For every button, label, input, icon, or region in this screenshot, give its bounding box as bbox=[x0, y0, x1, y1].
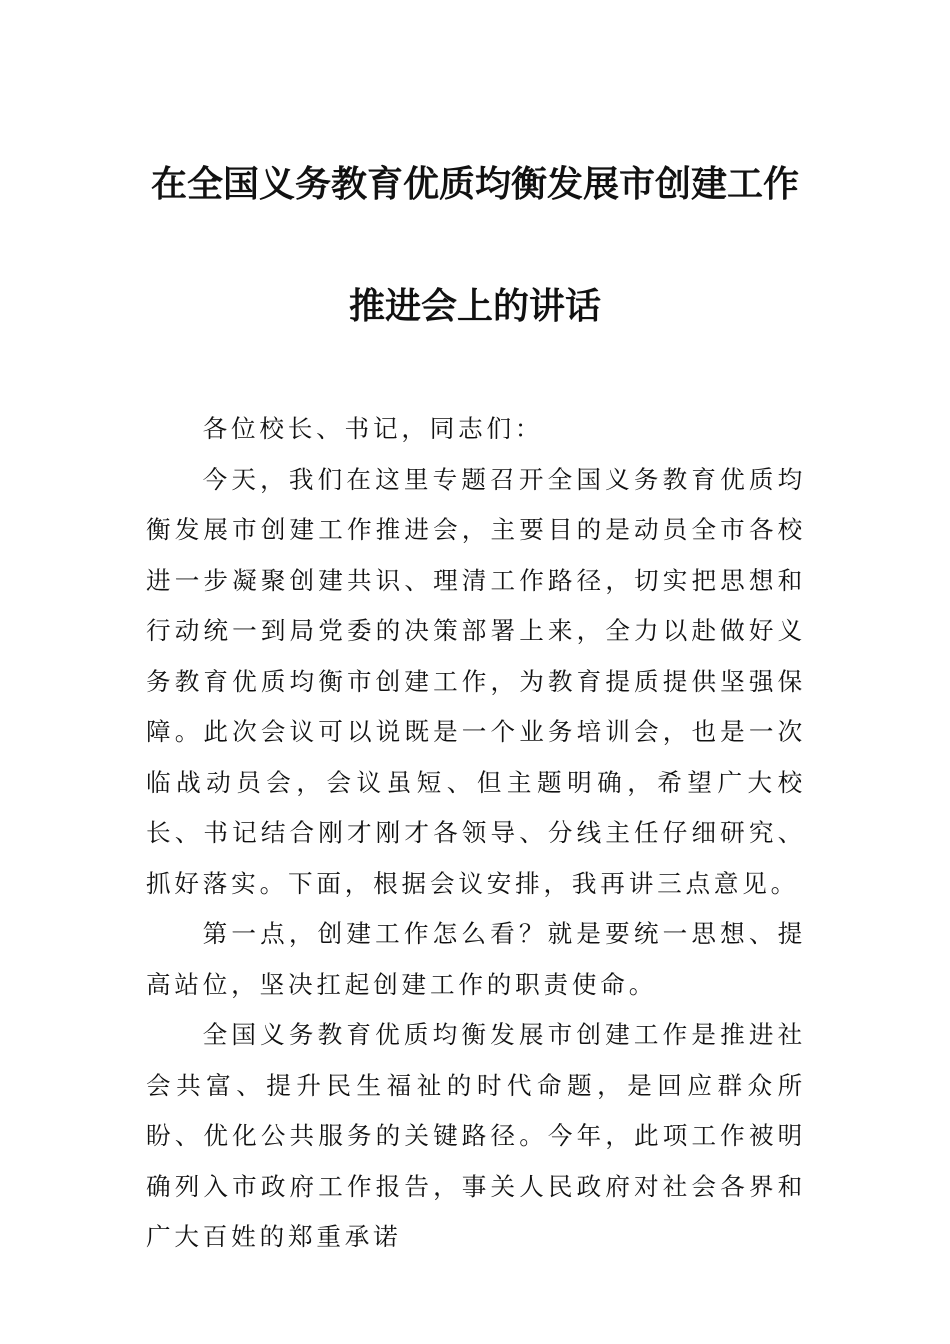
salutation-paragraph: 各位校长、书记，同志们： bbox=[202, 414, 544, 443]
opening-paragraph: 今天，我们在这里专题召开全国义务教育优质均衡发展市创建工作推进会，主要目的是动员全市各校进一步凝聚创建共识、理清工作路径，切实把思想和行动统一到局党委的决策部署上来，全力以赴做好义务教育优质均衡市创建工作，为教育提质提供坚强保障。此次会议可以说既是一个业务培训会，也是一次临战动员会，会议虽短、但主题明确，希望广大校长、书记结合刚才刚才各领导、分线主任仔细研究、抓好落实。下面，根据会议安排，我再讲三点意见。 bbox=[146, 464, 806, 898]
first-point-detail-paragraph: 全国义务教育优质均衡发展市创建工作是推进社会共富、提升民生福祉的时代命题，是回应群众所盼、优化公共服务的关键路径。今年，此项工作被明确列入市政府工作报告，事关人民政府对社会各界和广大百姓的郑重承诺 bbox=[146, 1020, 806, 1251]
document-body bbox=[146, 404, 806, 1263]
document-title-line-2: 推进会上的讲话 bbox=[348, 286, 601, 327]
first-point-paragraph: 第一点，创建工作怎么看？就是要统一思想、提高站位，坚决扛起创建工作的职责使命。 bbox=[146, 919, 806, 999]
document-title-line-1: 在全国义务教育优质均衡发展市创建工作 bbox=[150, 164, 799, 205]
